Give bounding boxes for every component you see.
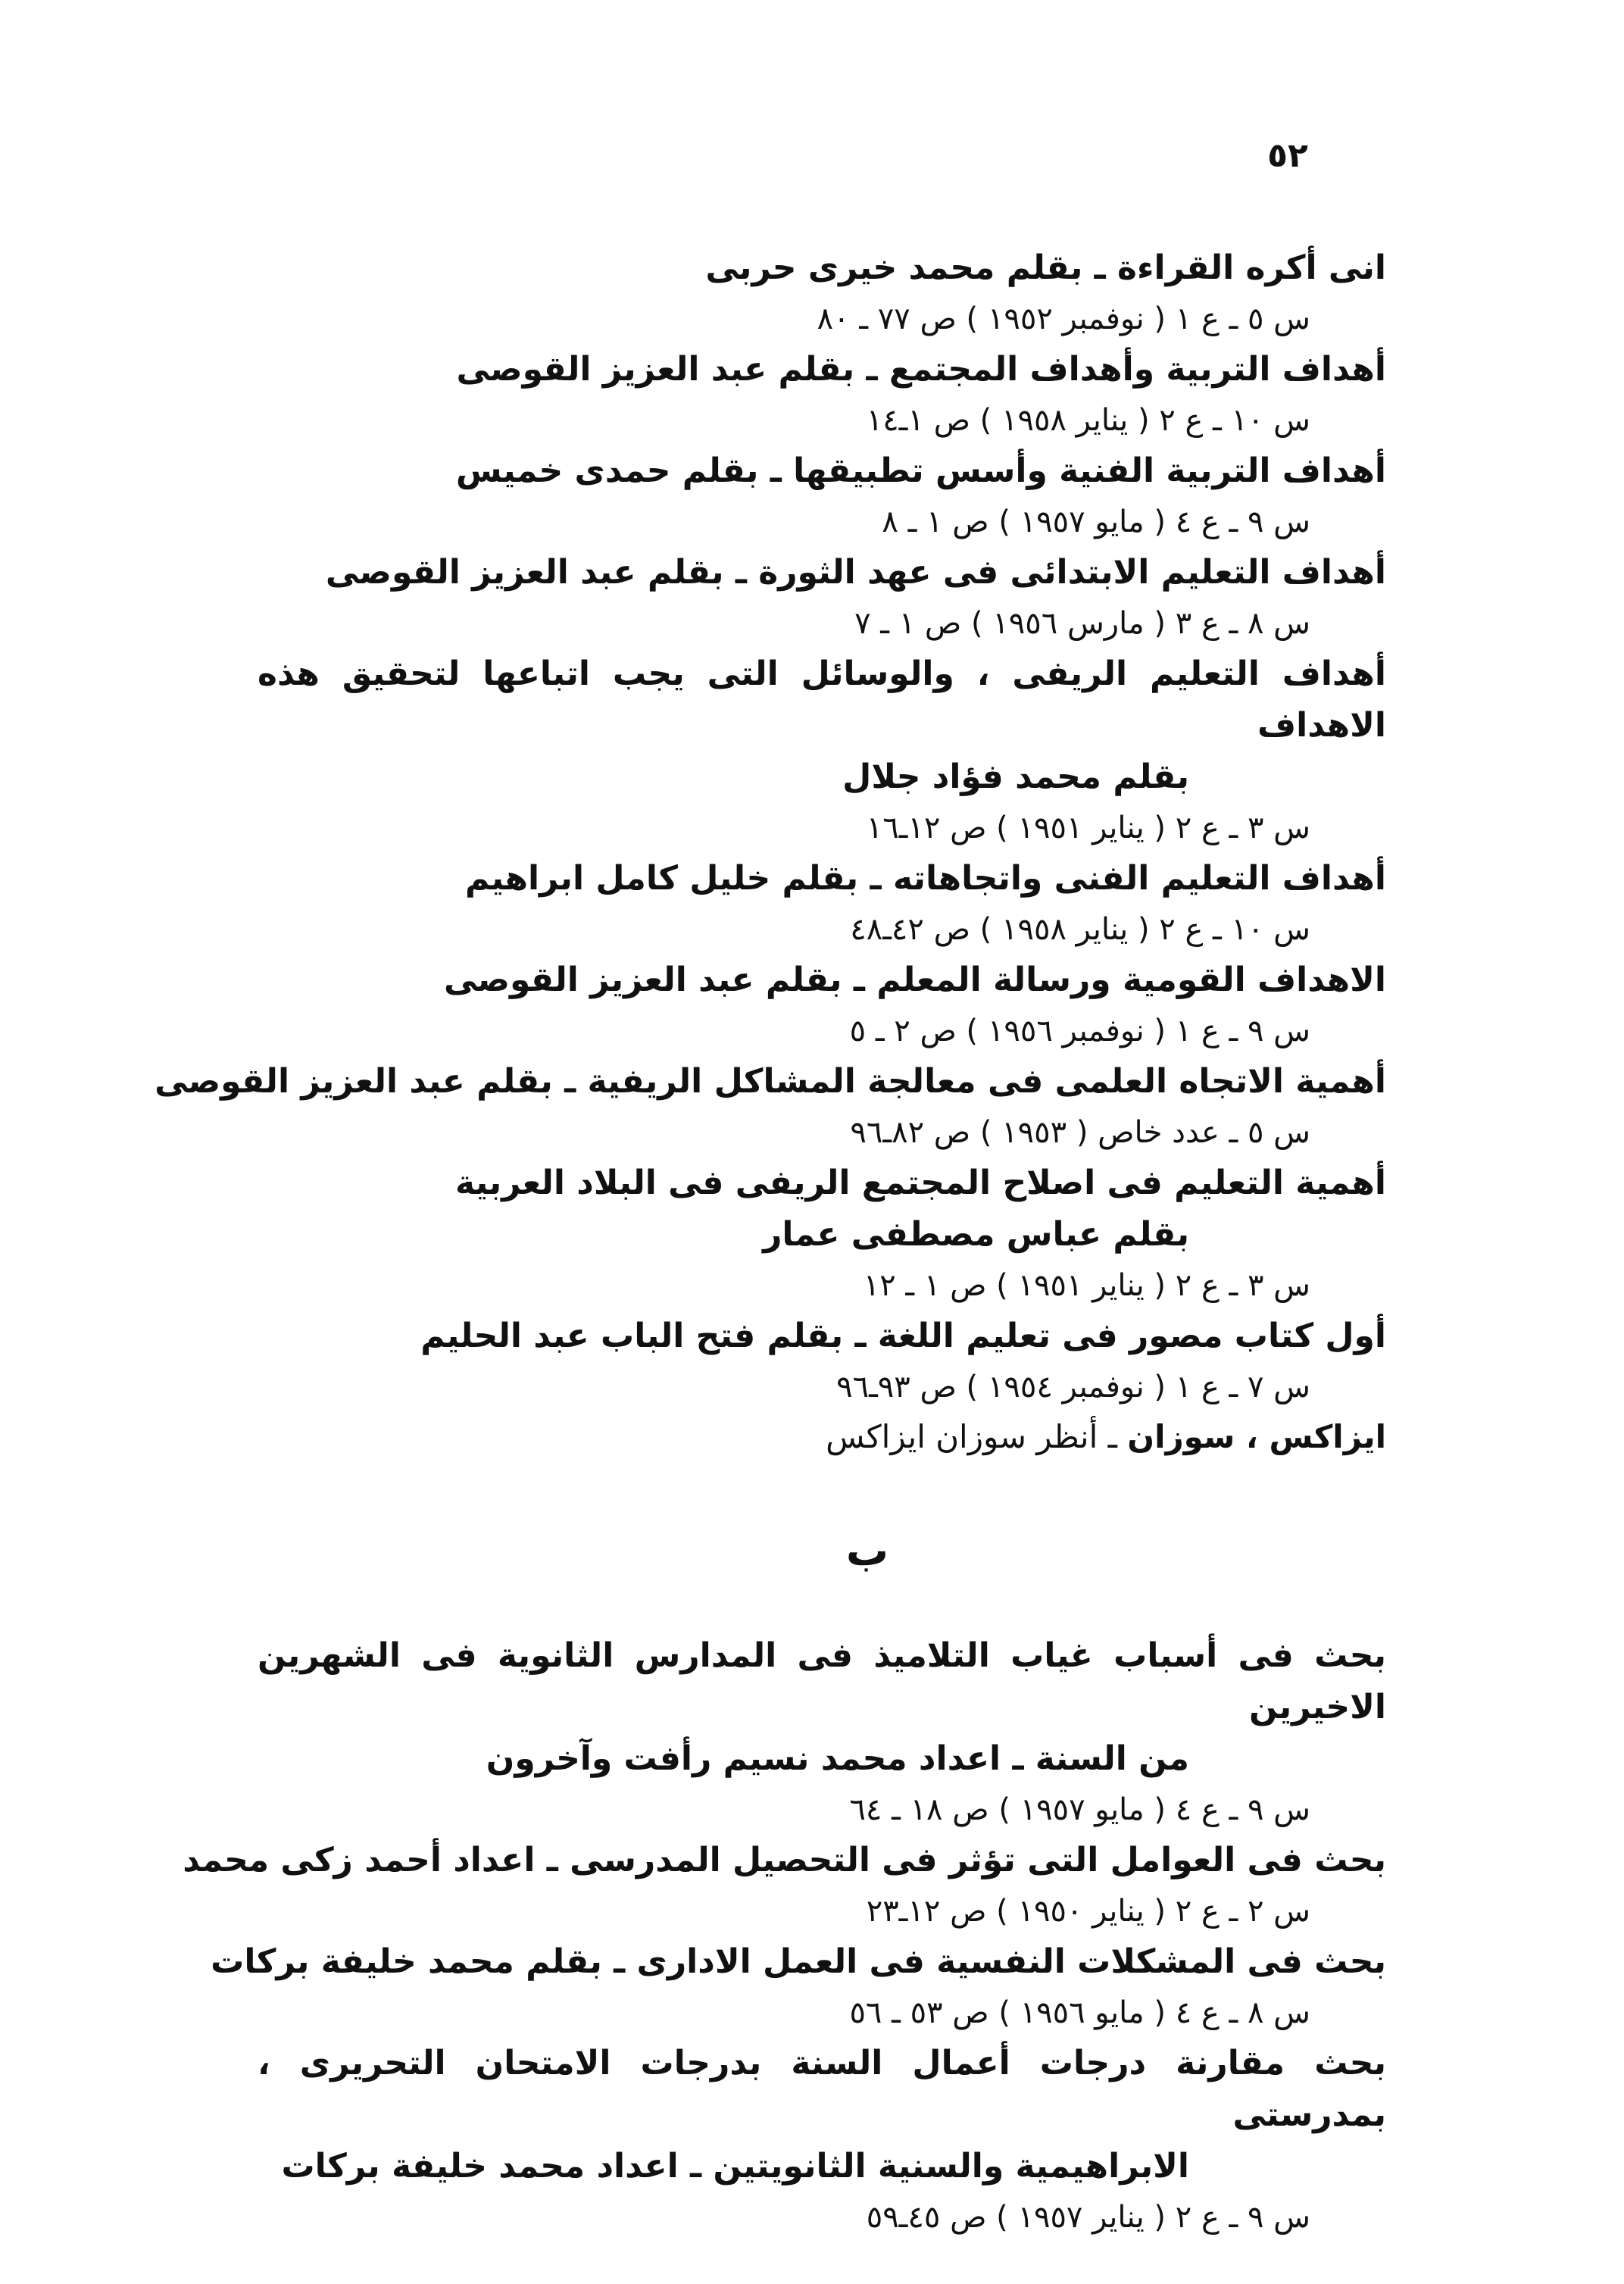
entry-title: أهمية الاتجاه العلمى فى معالجة المشاكل الريفية ـ بقلم عبد العزيز القوصى: [155, 1062, 1386, 1101]
section-letter-heading: ب: [845, 1526, 889, 1576]
cross-reference-name: ايزاكس ، سوزان: [1127, 1418, 1386, 1455]
entry-title: انى أكره القراءة ـ بقلم محمد خيرى حربى: [705, 248, 1386, 287]
index-column: [155, 242, 1386, 2242]
page-number: ٥٢: [1267, 136, 1308, 175]
entry-citation: س ٢ ـ ع ٢ ( يناير ١٩٥٠ ) ص ١٢ـ٢٣: [866, 1894, 1310, 1929]
entry-citation: س ٩ ـ ع ٤ ( مايو ١٩٥٧ ) ص ١ ـ ٨: [882, 505, 1310, 539]
entry-title: أهداف التعليم الابتدائى فى عهد الثورة ـ بقلم عبد العزيز القوصى: [325, 553, 1386, 592]
index-entry: [258, 1311, 1386, 1412]
entry-citation: س ٩ ـ ع ١ ( نوفمبر ١٩٥٦ ) ص ٢ ـ ٥: [849, 1014, 1310, 1048]
index-entry: [183, 1835, 1386, 1936]
entry-citation: س ١٠ ـ ع ٢ ( يناير ١٩٥٨ ) ص ١ـ١٤: [866, 403, 1310, 438]
entry-title-continuation: بقلم عباس مصطفى عمار: [763, 1215, 1189, 1254]
cross-reference-entry: [258, 1412, 1386, 1462]
index-entry: [258, 853, 1386, 955]
entry-citation: س ٩ ـ ع ٢ ( يناير ١٩٥٧ ) ص ٤٥ـ٥٩: [866, 2200, 1310, 2235]
index-entry: [258, 547, 1386, 648]
entry-title-continuation: الابراهيمية والسنية الثانويتين ـ اعداد محمد خليفة بركات: [281, 2147, 1189, 2186]
index-entry: [258, 344, 1386, 445]
entry-title: بحث فى المشكلات النفسية فى العمل الادارى ـ بقلم محمد خليفة بركات: [211, 1942, 1386, 1981]
section-alif-entries: [155, 242, 1386, 1412]
index-entry: [258, 648, 1386, 853]
index-entry: [258, 445, 1386, 547]
entry-citation: س ٧ ـ ع ١ ( نوفمبر ١٩٥٤ ) ص ٩٣ـ٩٦: [836, 1370, 1310, 1404]
entry-citation: س ١٠ ـ ع ٢ ( يناير ١٩٥٨ ) ص ٤٢ـ٤٨: [850, 912, 1310, 947]
entry-citation: س ٣ ـ ع ٢ ( يناير ١٩٥١ ) ص ١٢ـ١٦: [866, 811, 1310, 845]
entry-citation: س ٩ ـ ع ٤ ( مايو ١٩٥٧ ) ص ١٨ ـ ٦٤: [849, 1792, 1310, 1827]
entry-citation: س ٨ ـ ع ٣ ( مارس ١٩٥٦ ) ص ١ ـ ٧: [854, 606, 1310, 641]
entry-citation: س ٥ ـ عدد خاص ( ١٩٥٣ ) ص ٨٢ـ٩٦: [850, 1115, 1310, 1150]
entry-title: بحث فى العوامل التى تؤثر فى التحصيل المدرسى ـ اعداد أحمد زكى محمد: [183, 1841, 1386, 1879]
entry-title: أهداف التعليم الفنى واتجاهاته ـ بقلم خليل كامل ابراهيم: [465, 859, 1386, 898]
entry-title: أهداف التربية الفنية وأسس تطبيقها ـ بقلم حمدى خميس: [455, 451, 1386, 490]
entry-title-continuation: من السنة ـ اعداد محمد نسيم رأفت وآخرون: [486, 1739, 1189, 1778]
entry-title: بحث فى أسباب غياب التلاميذ فى المدارس الثانوية فى الشهرين الاخيرين: [258, 1636, 1386, 1726]
entry-title: أهداف التربية وأهداف المجتمع ـ بقلم عبد العزيز القوصى: [456, 350, 1386, 389]
index-entry: [258, 955, 1386, 1056]
entry-title: أهداف التعليم الريفى ، والوسائل التى يجب اتباعها لتحقيق هذه الاهداف: [258, 655, 1386, 745]
entry-title: أهمية التعليم فى اصلاح المجتمع الريفى فى البلاد العربية: [454, 1164, 1386, 1202]
index-entry: [155, 1056, 1386, 1158]
entry-title-continuation: بقلم محمد فؤاد جلال: [842, 758, 1189, 796]
index-entry: [211, 1936, 1386, 2038]
index-entry: [258, 1158, 1386, 1311]
entry-title: أول كتاب مصور فى تعليم اللغة ـ بقلم فتح الباب عبد الحليم: [420, 1317, 1386, 1355]
entry-citation: س ٣ ـ ع ٢ ( يناير ١٩٥١ ) ص ١ ـ ١٢: [863, 1268, 1310, 1303]
index-entry: [258, 242, 1386, 344]
section-ba-entries: [183, 1630, 1386, 2242]
entry-citation: س ٥ ـ ع ١ ( نوفمبر ١٩٥٢ ) ص ٧٧ ـ ٨٠: [817, 302, 1310, 336]
cross-reference-target: ـ أنظر سوزان ايزاكس: [826, 1418, 1128, 1455]
entry-title: الاهداف القومية ورسالة المعلم ـ بقلم عبد العزيز القوصى: [443, 961, 1386, 999]
entry-title: بحث مقارنة درجات أعمال السنة بدرجات الامتحان التحريرى ، بمدرستى: [258, 2044, 1386, 2134]
index-entry: [258, 1630, 1386, 1835]
index-entry: [258, 2038, 1386, 2242]
entry-citation: س ٨ ـ ع ٤ ( مايو ١٩٥٦ ) ص ٥٣ ـ ٥٦: [849, 1995, 1310, 2030]
